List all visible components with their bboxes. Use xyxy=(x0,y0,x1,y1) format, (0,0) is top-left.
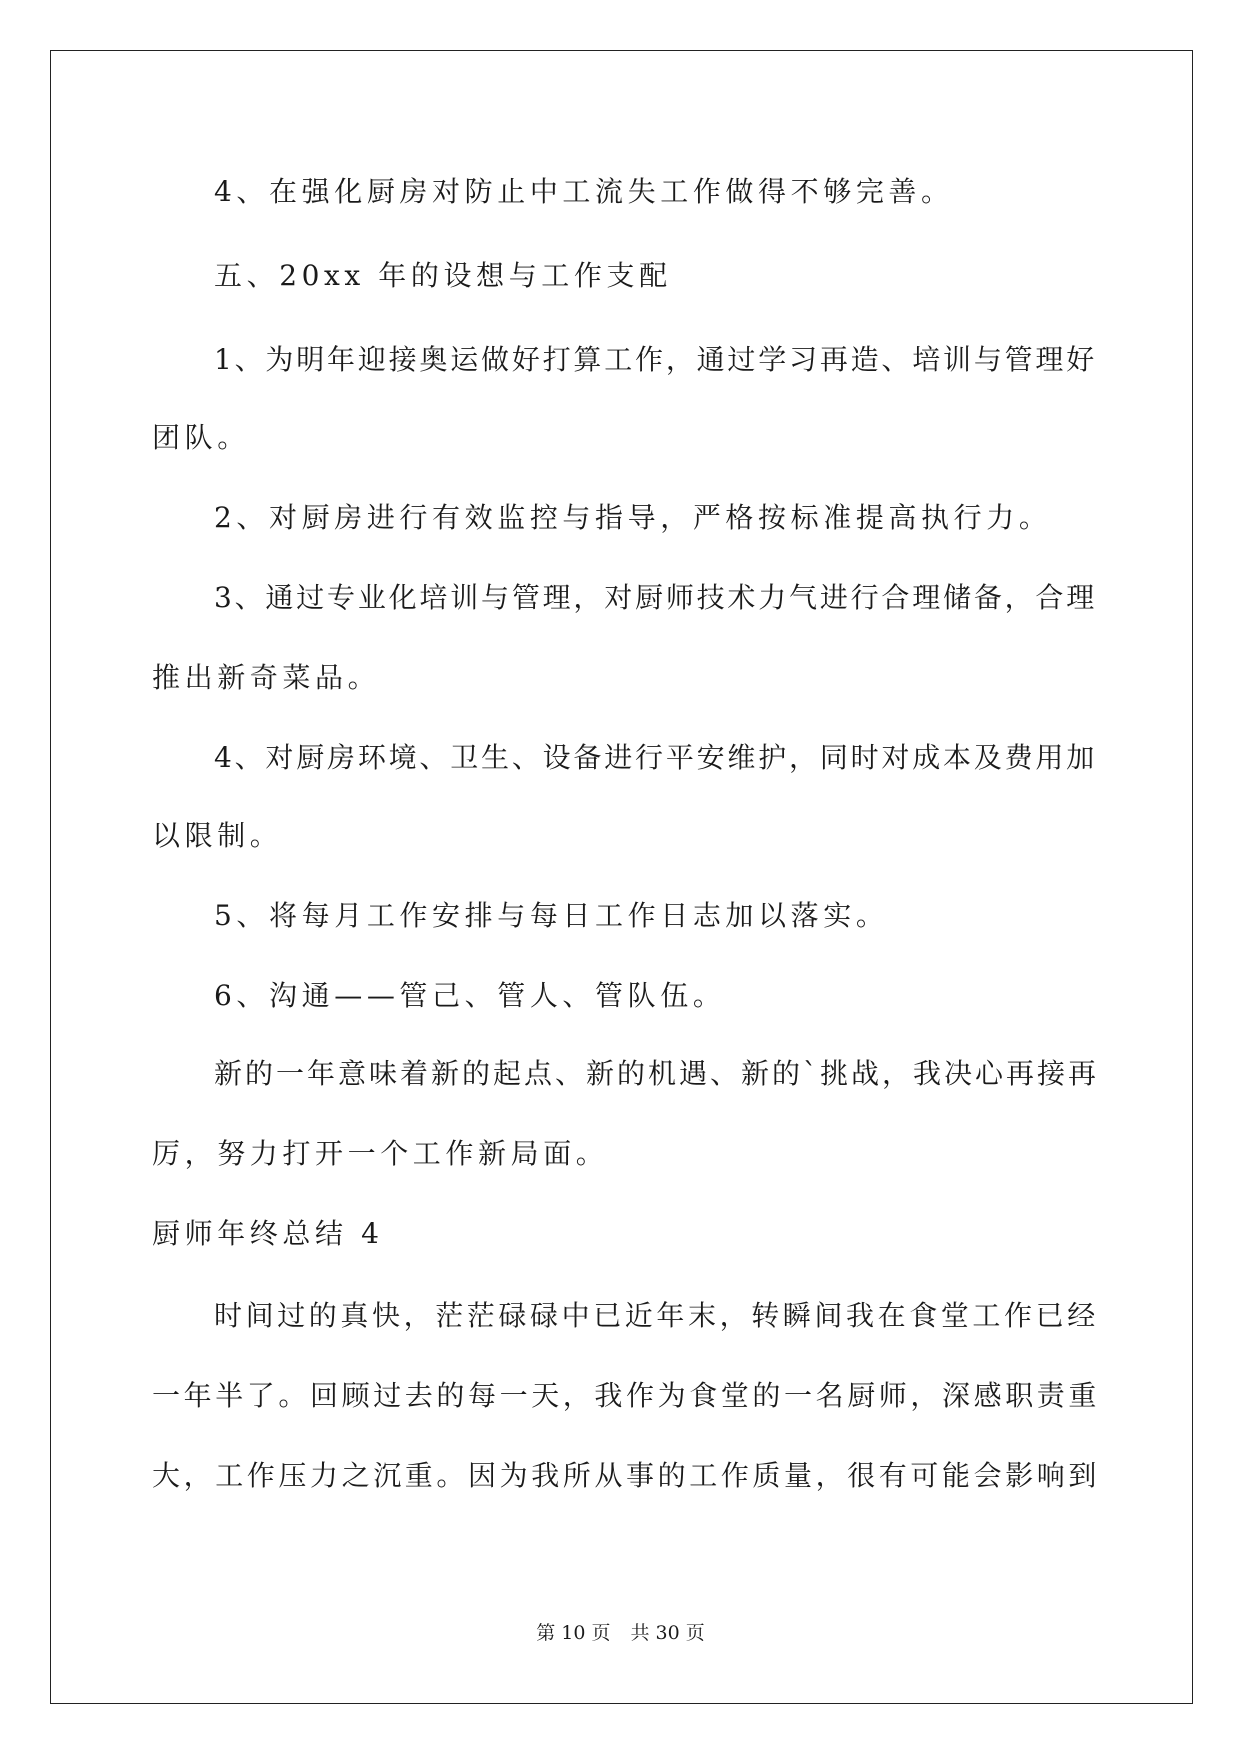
paragraph-line: 团队。 xyxy=(152,421,250,454)
paragraph-line: 4、在强化厨房对防止中工流失工作做得不够完善。 xyxy=(214,175,954,208)
paragraph-line: 推出新奇菜品。 xyxy=(152,661,381,694)
section-title: 厨师年终总结 4 xyxy=(152,1217,384,1250)
page-border xyxy=(50,50,1193,1704)
paragraph-line: 2、对厨房进行有效监控与指导，严格按标准提高执行力。 xyxy=(214,501,1052,534)
paragraph-line: 新的一年意味着新的起点、新的机遇、新的`挑战，我决心再接再 xyxy=(214,1057,1100,1090)
paragraph-line: 3、通过专业化培训与管理，对厨师技术力气进行合理储备，合理 xyxy=(214,581,1098,614)
paragraph-line: 1、为明年迎接奥运做好打算工作，通过学习再造、培训与管理好 xyxy=(214,343,1098,376)
page-number: 第 10 页 xyxy=(536,1622,611,1644)
paragraph-line: 一年半了。回顾过去的每一天，我作为食堂的一名厨师，深感职责重 xyxy=(152,1379,1101,1412)
section-heading: 五、20xx 年的设想与工作支配 xyxy=(214,259,672,292)
paragraph-line: 5、将每月工作安排与每日工作日志加以落实。 xyxy=(214,899,889,932)
paragraph-line: 6、沟通——管己、管人、管队伍。 xyxy=(214,979,726,1012)
paragraph-line: 以限制。 xyxy=(152,819,283,852)
paragraph-line: 时间过的真快，茫茫碌碌中已近年末，转瞬间我在食堂工作已经 xyxy=(214,1299,1099,1332)
paragraph-line: 大，工作压力之沉重。因为我所从事的工作质量，很有可能会影响到 xyxy=(152,1459,1101,1492)
paragraph-line: 4、对厨房环境、卫生、设备进行平安维护，同时对成本及费用加 xyxy=(214,741,1098,774)
page-total: 共 30 页 xyxy=(630,1622,705,1644)
page-footer xyxy=(0,1621,1241,1645)
paragraph-line: 厉，努力打开一个工作新局面。 xyxy=(152,1137,609,1170)
